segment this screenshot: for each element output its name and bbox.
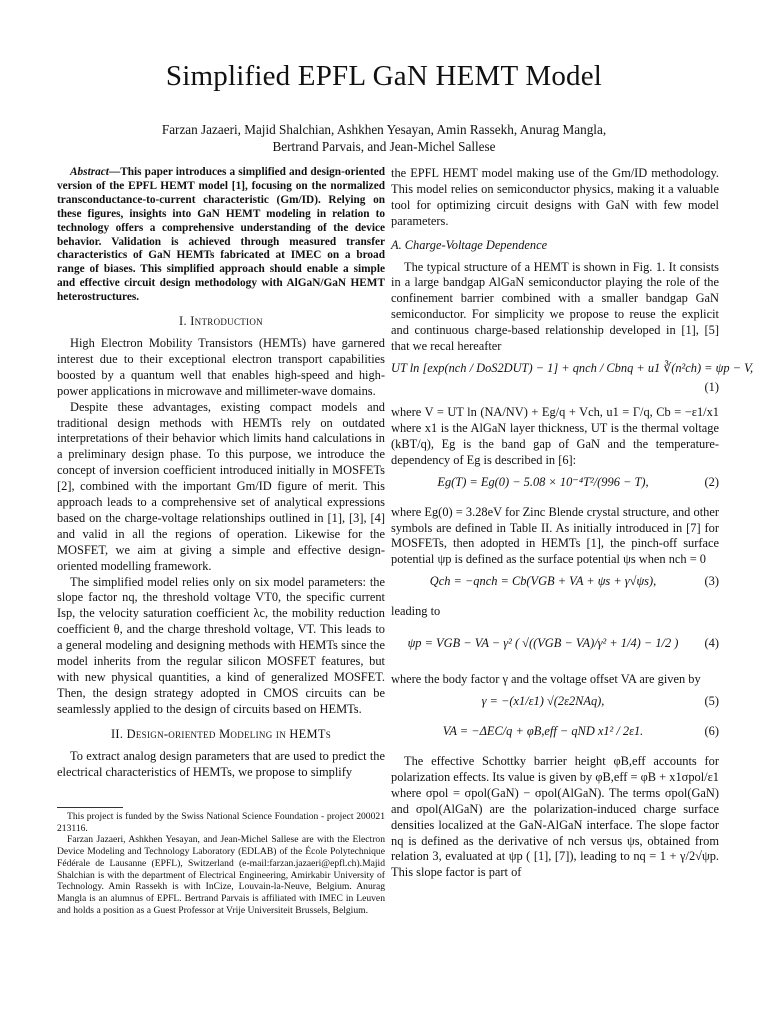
right-paragraph-1: the EPFL HEMT model making use of the Gm/ID methodology. This model relies on semiconductor physics, making it a valuable tool for optimizing circuit designs with GaN with few model parameters.	[391, 166, 719, 228]
section2-paragraph-1: To extract analog design parameters that are used to predict the electrical characteristics of HEMTs, we propose to simplify	[57, 748, 385, 779]
intro-paragraph-3: The simplified model relies only on six model parameters: the slope factor nq, the threshold voltage VT0, the specific current Isp, the velocity saturation coefficient λc, the mobility reduction coefficient θ, and the charge threshold voltage, VT. This leads to a general modeling and designing methods with HEMTs since the model inherits from the regular silicon MOSFET features, but with new physical quantities, a kind of generalized MOSFET. Then, the design strategy adopted in CMOS circuits can be seamlessly applied to the design of circuits based on HEMTs.	[57, 574, 385, 716]
authors-line-2: Bertrand Parvais, and Jean-Michel Sallese	[272, 139, 496, 154]
equation-3-body: Qch = −qnch = Cb(VGB + VA + ψs + γ√ψs),	[429, 574, 657, 589]
footnote-affiliations: Farzan Jazaeri, Ashkhen Yesayan, and Jean-Michel Sallese are with the Electron Device Modeling and Technology Laboratory (EDLAB) of the École Polytechnique Fédérale de Lausanne (EPFL), Switzerland (e-mail:farzan.jazaeri@epfl.ch).Majid Shalchian is with the department of Electrical Engineering, Amirkabir University of Technology. Amin Rassekh is with InCize, Louvain-la-Neuve, Belgium. Anurag Mangla is an alumnus of EPFL. Bertrand Parvais is affiliated with IMEC in Leuven and holds a position as a Guest Professor at Vrije Universiteit Brussels, Belgium.	[57, 834, 385, 916]
right-column	[391, 166, 754, 881]
right-paragraph-4: where Eg(0) = 3.28eV for Zinc Blende crystal structure, and other symbols are defined in Table II. As initially introduced in [7] for MOSFETs, then adopted in HEMTs [1], the pinch-off surface potential ψp is defined as the surface potential ψs when nch = 0	[391, 504, 719, 567]
equation-5-number: (5)	[704, 694, 719, 709]
left-column	[57, 166, 385, 780]
section-heading-introduction: I. Introduction	[179, 314, 263, 329]
right-paragraph-6: The effective Schottky barrier height φB,eff accounts for polarization effects. Its value is given by φB,eff = φB + x1σpol/ε1 where σpol = σpol(GaN) − σpol(AlGaN). The terms σpol(GaN) and σpol(AlGaN) are the polarization-induced charge surface densities localized at the GaN-AlGaN interface. The slope factor nq is defined as the derivative of nch versus ψs, obtained from relation 3, evaluated at ψp ( [1], [7]), leading to nq = 1 + γ/2√ψp. This slope factor is part of	[391, 754, 719, 880]
footnote-funding: This project is funded by the Swiss National Science Foundation - project 200021 213116.	[57, 811, 385, 834]
equation-1-body: UT ln [exp(nch / DoS2DUT) − 1] + qnch / Cbnq + u1 ∛(n²ch) = ψp − V,	[391, 360, 754, 375]
right-paragraph-3: where V = UT ln (NA/NV) + Eg/q + Vch, u1 = Γ/q, Cb = −ε1/x1 where x1 is the AlGaN layer thickness, UT is the thermal voltage (kBT/q), Eg is the band gap of GaN and the temperature-dependency of Eg is described in [6]:	[391, 404, 719, 467]
intro-paragraph-2: Despite these advantages, existing compact models and traditional design methods with HEMTs rely on outdated interpretations of their behavior which limits hand calculations in a preliminary design phase. To this purpose, we introduce the concept of inversion coefficient introduced initially in MOSFETs [2], combined with the important Gm/ID figure of merit. This approach leads to a comprehensive set of analytical expressions based on the charge-voltage relationships outlined in [1], [3], [4] and valid in all the regions of operation. Likewise for the MOSFET, we aim at giving a simple and effective design-oriented modelling framework.	[57, 399, 385, 573]
footnotes	[57, 811, 385, 916]
equation-3-number: (3)	[704, 574, 719, 589]
equation-3	[391, 574, 719, 598]
footnote-divider	[57, 807, 123, 808]
equation-2-number: (2)	[704, 474, 719, 489]
leading-to-text: leading to	[391, 604, 441, 619]
author-list	[60, 121, 708, 155]
equation-4-number: (4)	[704, 636, 719, 651]
paper-title: Simplified EPFL GaN HEMT Model	[165, 60, 603, 92]
equation-4-body: ψp = VGB − VA − γ² ( √((VGB − VA)/γ² + 1/4) − 1/2 )	[407, 636, 679, 651]
equation-5	[391, 694, 719, 718]
equation-4	[391, 626, 719, 666]
equation-2-body: Eg(T) = Eg(0) − 5.08 × 10⁻⁴T²/(996 − T),	[437, 474, 649, 489]
abstract-body: —This paper introduces a simplified and design-oriented version of the EPFL HEMT model [1], focusing on the normalized transconductance-to-current characteristic (Gm/ID). Relying on these figures, insights into GaN HEMT modeling in relation to technology offers a comprehensive understanding of the device behavior. Validation is achieved through measured transfer characteristics of GaN HEMTs fabricated at IMEC on a broad range of biases. This simplified approach should enable a simple and effective circuit design methodology with AlGaN/GaN HEMT heterostructures.	[57, 166, 385, 304]
section-heading-design-oriented-modeling: II. Design-oriented Modeling in HEMTs	[110, 726, 332, 741]
equation-6-body: VA = −ΔEC/q + φB,eff − qND x1² / 2ε1.	[442, 724, 644, 739]
equation-5-body: γ = −(x1/ε1) √(2ε2NAq),	[481, 694, 605, 709]
authors-line-1: Farzan Jazaeri, Majid Shalchian, Ashkhen Yesayan, Amin Rassekh, Anurag Mangla,	[161, 122, 607, 137]
equation-6	[391, 724, 719, 748]
subsection-heading-charge-voltage: A. Charge-Voltage Dependence	[391, 237, 548, 252]
abstract-label: Abstract	[70, 166, 109, 178]
right-paragraph-2: The typical structure of a HEMT is shown in Fig. 1. It consists in a large bandgap AlGaN semiconductor playing the role of the confinement barrier combined with a smaller bandgap GaN semiconductor. For simplicity we propose to reuse the explicit and continuous charge-based relationship developed in [1], [5] that we recal hereafter	[391, 259, 719, 354]
intro-paragraph-1: High Electron Mobility Transistors (HEMTs) have garnered interest due to their exceptional electron transport capabilities boosted by a quantum well that enables high-speed and high-power applications in microwave and millimeter-wave domains.	[57, 335, 385, 398]
equation-1-number: (1)	[704, 379, 719, 394]
equation-2	[391, 475, 719, 499]
equation-6-number: (6)	[704, 724, 719, 739]
abstract	[57, 166, 385, 305]
right-paragraph-5: where the body factor γ and the voltage offset VA are given by	[391, 672, 701, 687]
equation-1	[391, 360, 754, 399]
